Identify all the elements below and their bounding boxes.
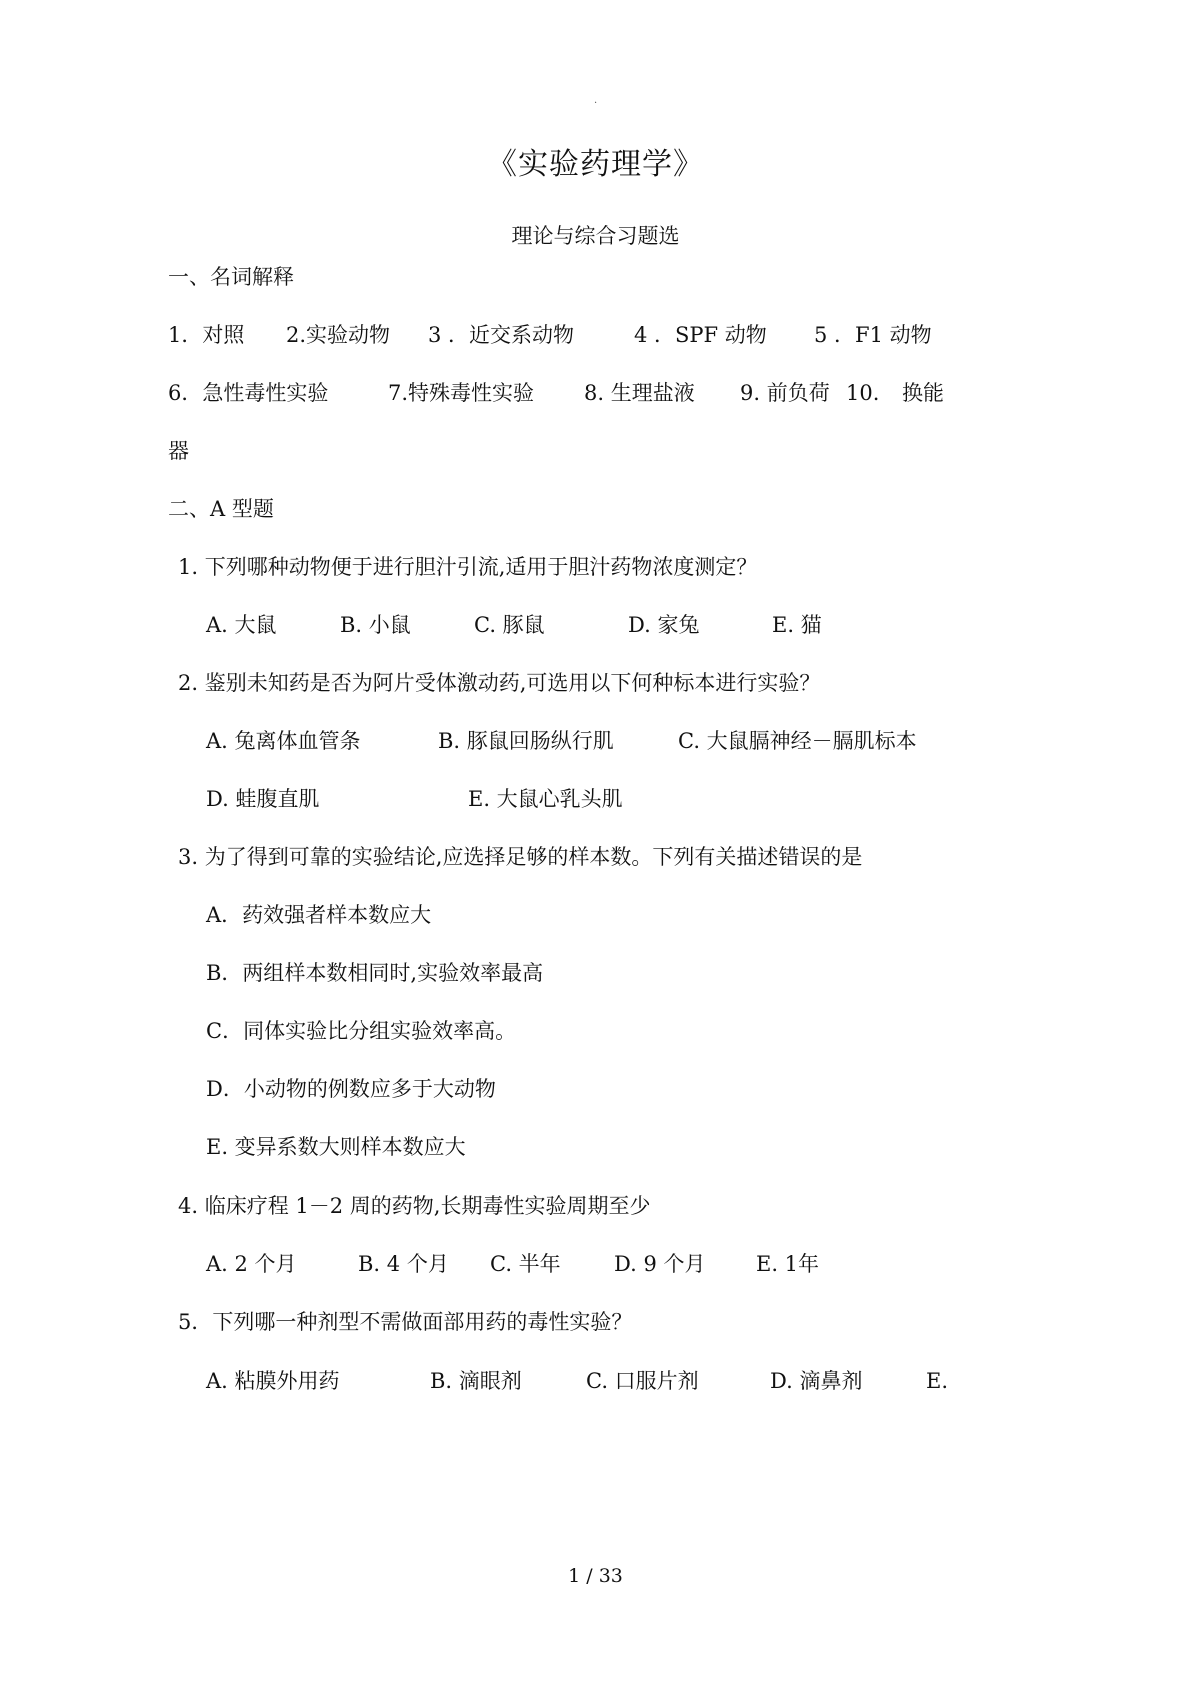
question-stem: 4. 临床疗程 1－2 周的药物,长期毒性实验周期至少 <box>178 1194 651 1218</box>
answer-option: B. 滴眼剂 <box>430 1369 522 1393</box>
term-item: 9. 前负荷 <box>740 381 830 405</box>
answer-option: C. 豚鼠 <box>474 613 545 637</box>
answer-option: B．两组样本数相同时,实验效率最高 <box>206 961 544 985</box>
answer-option: E. 猫 <box>772 613 822 637</box>
section-heading-terms: 一、名词解释 <box>168 265 294 289</box>
question-stem: 5．下列哪一种剂型不需做面部用药的毒性实验？ <box>178 1310 633 1334</box>
term-item: 8. 生理盐液 <box>584 381 695 405</box>
answer-option: C. 大鼠膈神经－膈肌标本 <box>678 729 917 753</box>
answer-option: D. 蛙腹直肌 <box>206 787 320 811</box>
term-item: 3 ．近交系动物 <box>428 323 575 347</box>
answer-option: D. 家兔 <box>628 613 700 637</box>
answer-option: A．药效强者样本数应大 <box>206 903 432 927</box>
page-number: 1 / 33 <box>568 1565 623 1587</box>
term-item: 7.特殊毒性实验 <box>388 381 535 405</box>
term-item: 2.实验动物 <box>286 323 391 347</box>
answer-option: B. 豚鼠回肠纵行肌 <box>438 729 614 753</box>
answer-option: D. 9 个月 <box>614 1252 706 1276</box>
question-stem: 1. 下列哪种动物便于进行胆汁引流,适用于胆汁药物浓度测定？ <box>178 555 758 579</box>
question-stem: 3. 为了得到可靠的实验结论,应选择足够的样本数。下列有关描述错误的是 <box>178 845 863 869</box>
document-subtitle: 理论与综合习题选 <box>511 224 680 248</box>
term-item: 1．对照 <box>168 323 245 347</box>
answer-option: B. 4 个月 <box>358 1252 449 1276</box>
term-item: 4 ．SPF 动物 <box>634 323 767 347</box>
answer-option: A. 粘膜外用药 <box>206 1369 340 1393</box>
term-item: 5 ．F1 动物 <box>814 323 932 347</box>
answer-option: B. 小鼠 <box>340 613 411 637</box>
answer-option: C. 半年 <box>490 1252 561 1276</box>
term-item: 10. <box>846 381 880 405</box>
header-dot: . <box>594 95 598 106</box>
question-stem: 2. 鉴别未知药是否为阿片受体激动药,可选用以下何种标本进行实验？ <box>178 671 821 695</box>
document-title: 《实验药理学》 <box>487 147 704 182</box>
term-item: 换能 <box>902 381 944 405</box>
answer-option: C．同体实验比分组实验效率高。 <box>206 1019 517 1043</box>
answer-option: D．小动物的例数应多于大动物 <box>206 1077 496 1101</box>
term-item-continued: 器 <box>168 439 189 463</box>
answer-option: A. 2 个月 <box>206 1252 297 1276</box>
answer-option: E. 大鼠心乳头肌 <box>468 787 623 811</box>
answer-option: E. 1年 <box>756 1252 820 1276</box>
answer-option: D. 滴鼻剂 <box>770 1369 863 1393</box>
answer-option: A. 大鼠 <box>206 613 277 637</box>
answer-option: E. <box>926 1369 949 1393</box>
section-heading-a-type: 二、A 型题 <box>168 497 274 521</box>
answer-option: A. 兔离体血管条 <box>206 729 361 753</box>
answer-option: C. 口服片剂 <box>586 1369 699 1393</box>
answer-option: E. 变异系数大则样本数应大 <box>206 1135 466 1159</box>
term-item: 6．急性毒性实验 <box>168 381 329 405</box>
